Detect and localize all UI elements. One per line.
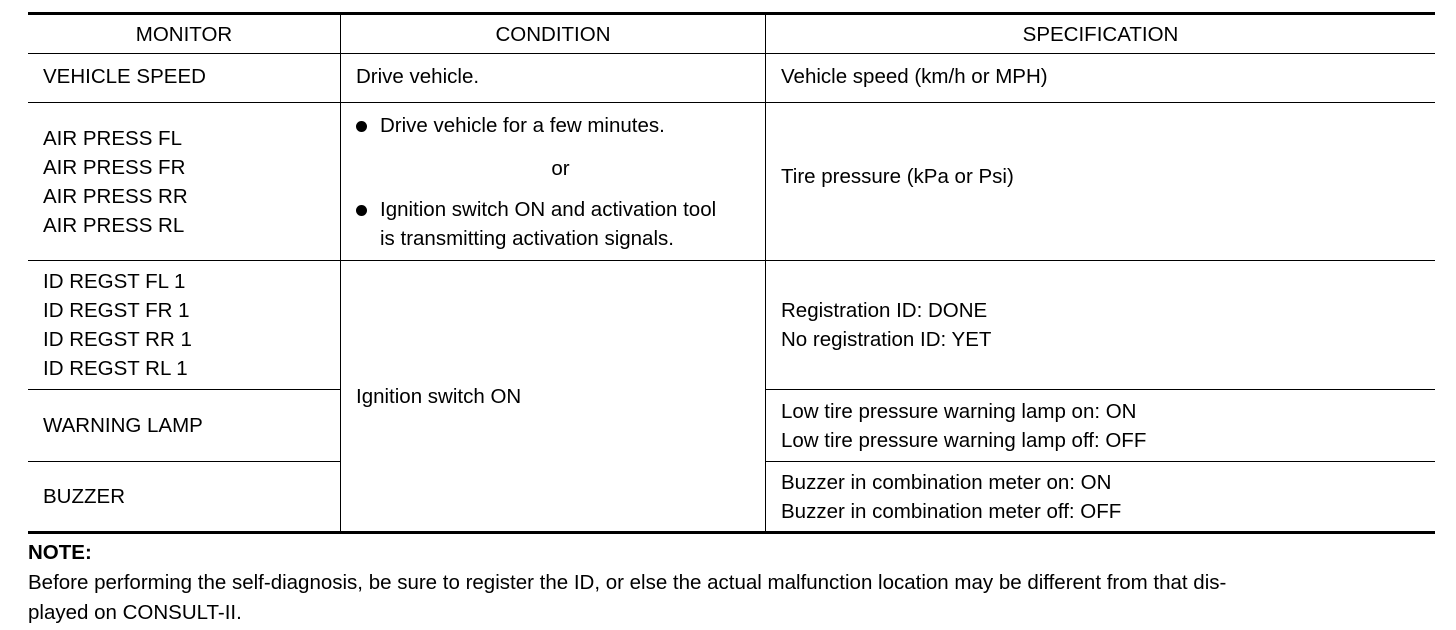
monitor-label: AIR PRESS FR bbox=[43, 155, 186, 179]
spec-cell bbox=[766, 390, 1436, 462]
table-header-row bbox=[28, 14, 1435, 54]
condition-cell bbox=[341, 54, 766, 103]
spec-text: Low tire pressure warning lamp off: OFF bbox=[781, 428, 1147, 452]
note-text-line-1: Before performing the self-diagnosis, be sure to register the ID, or else the actual malfunction location may be different from that dis- bbox=[28, 571, 1227, 594]
spec-text: Vehicle speed (km/h or MPH) bbox=[781, 65, 1048, 88]
monitor-spec-table bbox=[28, 12, 1435, 534]
spec-text: Tire pressure (kPa or Psi) bbox=[781, 165, 1014, 188]
condition-bullet-1: Drive vehicle for a few minutes. bbox=[356, 111, 765, 140]
table-row-vehicle-speed bbox=[28, 54, 1435, 103]
monitor-label: VEHICLE SPEED bbox=[43, 65, 206, 88]
monitor-label: ID REGST RR 1 bbox=[43, 328, 192, 351]
monitor-label: ID REGST RL 1 bbox=[43, 357, 188, 380]
condition-cell-shared bbox=[341, 261, 766, 533]
monitor-cell bbox=[28, 54, 341, 103]
spec-text: Buzzer in combination meter on: ON bbox=[781, 470, 1112, 494]
header-monitor: MONITOR bbox=[28, 14, 341, 54]
note-section bbox=[28, 538, 1434, 628]
condition-text: Ignition switch ON bbox=[356, 384, 522, 408]
monitor-label: AIR PRESS RR bbox=[43, 184, 188, 208]
monitor-cell bbox=[28, 261, 341, 390]
header-specification: SPECIFICATION bbox=[1022, 22, 1179, 46]
monitor-label: AIR PRESS FL bbox=[43, 126, 182, 150]
spec-cell bbox=[766, 54, 1436, 103]
table-row-id-regst bbox=[28, 261, 1435, 390]
spec-text: Low tire pressure warning lamp on: ON bbox=[781, 399, 1137, 423]
monitor-cell bbox=[28, 390, 341, 462]
spec-cell bbox=[766, 103, 1436, 261]
monitor-cell bbox=[28, 462, 341, 533]
bullet-icon bbox=[356, 205, 367, 216]
spec-text: Registration ID: DONE bbox=[781, 299, 988, 322]
condition-bullet-2: Ignition switch ON and activation tool is transmitting activation signals. bbox=[356, 195, 765, 253]
table-row-air-press bbox=[28, 103, 1435, 261]
spec-text: Buzzer in combination meter off: OFF bbox=[781, 499, 1122, 523]
monitor-cell bbox=[28, 103, 341, 261]
monitor-label: ID REGST FR 1 bbox=[43, 299, 190, 322]
monitor-label: AIR PRESS RL bbox=[43, 213, 185, 237]
spec-cell bbox=[766, 462, 1436, 533]
note-title: NOTE: bbox=[28, 541, 92, 564]
bullet-icon bbox=[356, 121, 367, 132]
monitor-label: ID REGST FL 1 bbox=[43, 270, 186, 293]
monitor-label: WARNING LAMP bbox=[43, 414, 203, 437]
condition-cell bbox=[341, 103, 766, 261]
condition-or: or bbox=[551, 156, 570, 180]
spec-cell bbox=[766, 261, 1436, 390]
monitor-label: BUZZER bbox=[43, 485, 125, 508]
condition-text: Drive vehicle. bbox=[356, 65, 480, 88]
header-condition: CONDITION bbox=[341, 14, 766, 54]
note-text-line-2: played on CONSULT-II. bbox=[28, 601, 242, 624]
spec-text: No registration ID: YET bbox=[781, 328, 992, 351]
